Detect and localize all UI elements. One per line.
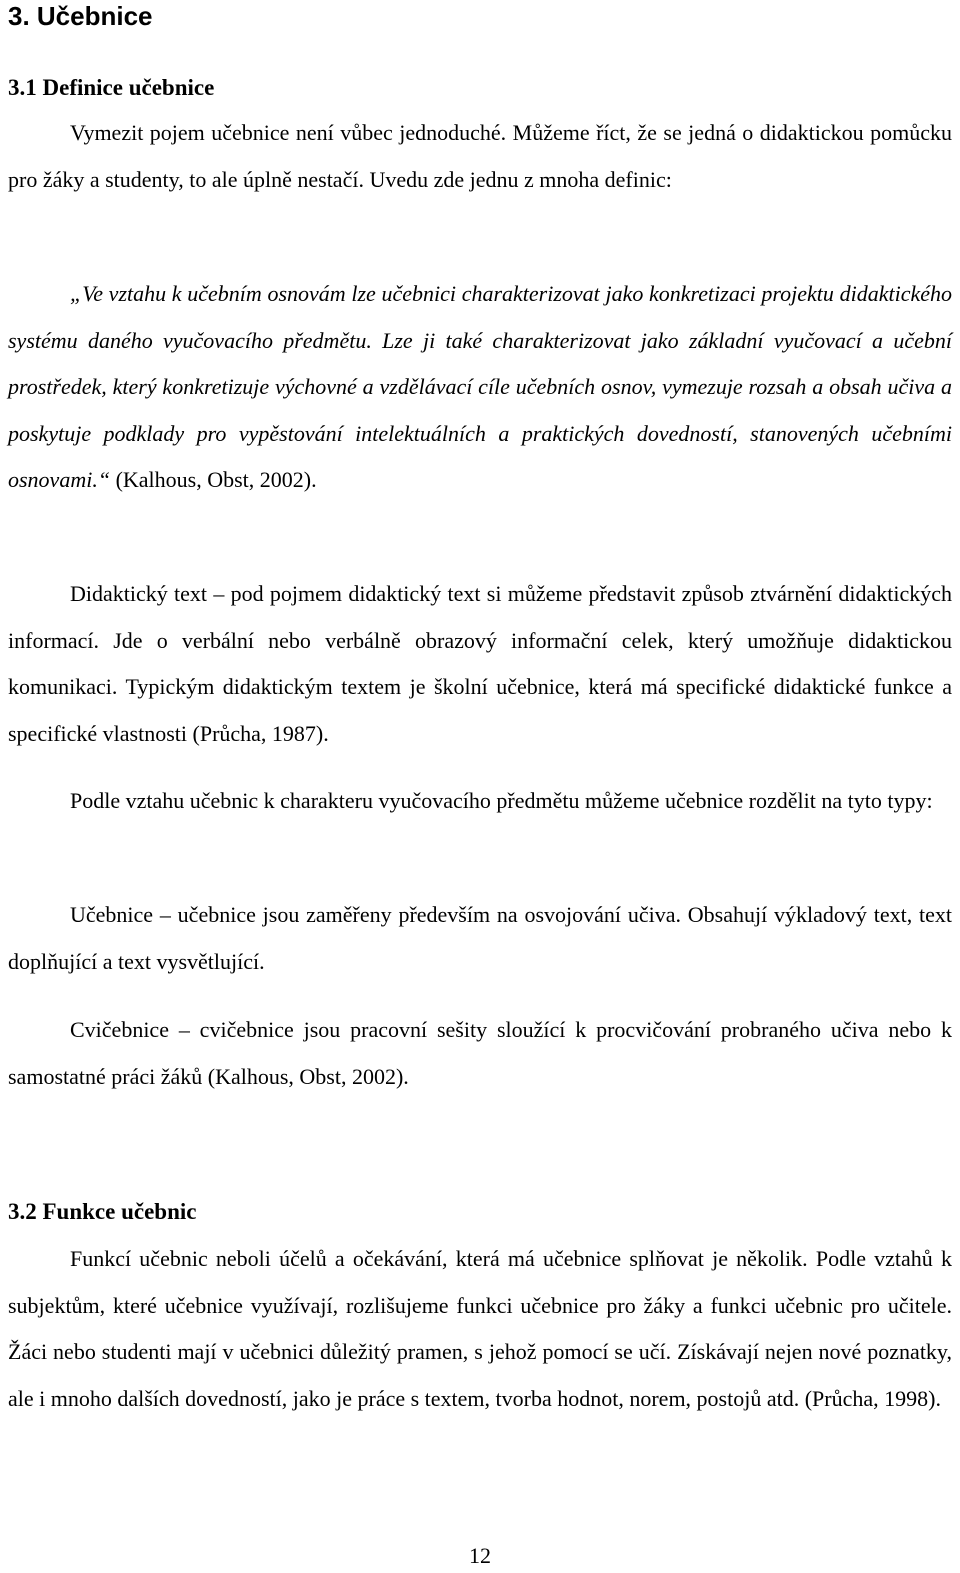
section-heading-definition: 3.1 Definice učebnice	[8, 75, 215, 100]
functions-paragraph: Funkcí učebnic neboli účelů a očekávání, která má učebnice splňovat je několik. Podle vztahů k subjektům, které učebnice využívají, rozlišujeme funkci učebnice pro žáky a funkci učebnic pro učitele. Žáci nebo studenti mají v učebnici důležitý pramen, s jehož pomocí se učí. Získávají nejen nové poznatky, ale i mnoho dalších dovedností, jako je práce s textem, tvorba hodnot, norem, postojů atd. (Průcha, 1998).	[8, 1246, 952, 1411]
workbook-type-paragraph: Cvičebnice – cvičebnice jsou pracovní sešity sloužící k procvičování probraného učiva nebo k samostatné práci žáků (Kalhous, Obst, 2002).	[8, 1017, 952, 1089]
intro-paragraph: Vymezit pojem učebnice není vůbec jednoduché. Můžeme říct, že se jedná o didaktickou pomůcku pro žáky a studenty, to ale úplně nestačí. Uvedu zde jednu z mnoha definic:	[8, 120, 952, 192]
chapter-heading: 3. Učebnice	[8, 1, 153, 31]
didactic-text-paragraph: Didaktický text – pod pojmem didaktický text si můžeme představit způsob ztvárnění didaktických informací. Jde o verbální nebo verbálně obrazový informační celek, který umožňuje didaktickou komunikaci. Typickým didaktickým textem je školní učebnice, která má specifické didaktické funkce a specifické vlastnosti (Průcha, 1987).	[8, 581, 952, 746]
definition-quote	[8, 271, 952, 504]
quote-text: „Ve vztahu k učebním osnovám lze učebnici charakterizovat jako konkretizaci projektu didaktického systému daného vyučovacího předmětu. Lze ji také charakterizovat jako základní vyučovací a učební prostředek, který konkretizuje výchovné a vzdělávací cíle učebních osnov, vymezuje rozsah a obsah učiva a poskytuje podklady pro vypěstování intelektuálních a praktických dovedností, stanovených učebními osnovami.“	[8, 281, 952, 492]
types-intro-paragraph: Podle vztahu učebnic k charakteru vyučovacího předmětu můžeme učebnice rozdělit na tyto typy:	[70, 788, 933, 813]
textbook-type-paragraph: Učebnice – učebnice jsou zaměřeny především na osvojování učiva. Obsahují výkladový text, text doplňující a text vysvětlující.	[8, 902, 952, 974]
section-heading-functions: 3.2 Funkce učebnic	[8, 1199, 197, 1224]
page-number: 12	[469, 1543, 491, 1568]
quote-citation: (Kalhous, Obst, 2002).	[110, 467, 317, 492]
